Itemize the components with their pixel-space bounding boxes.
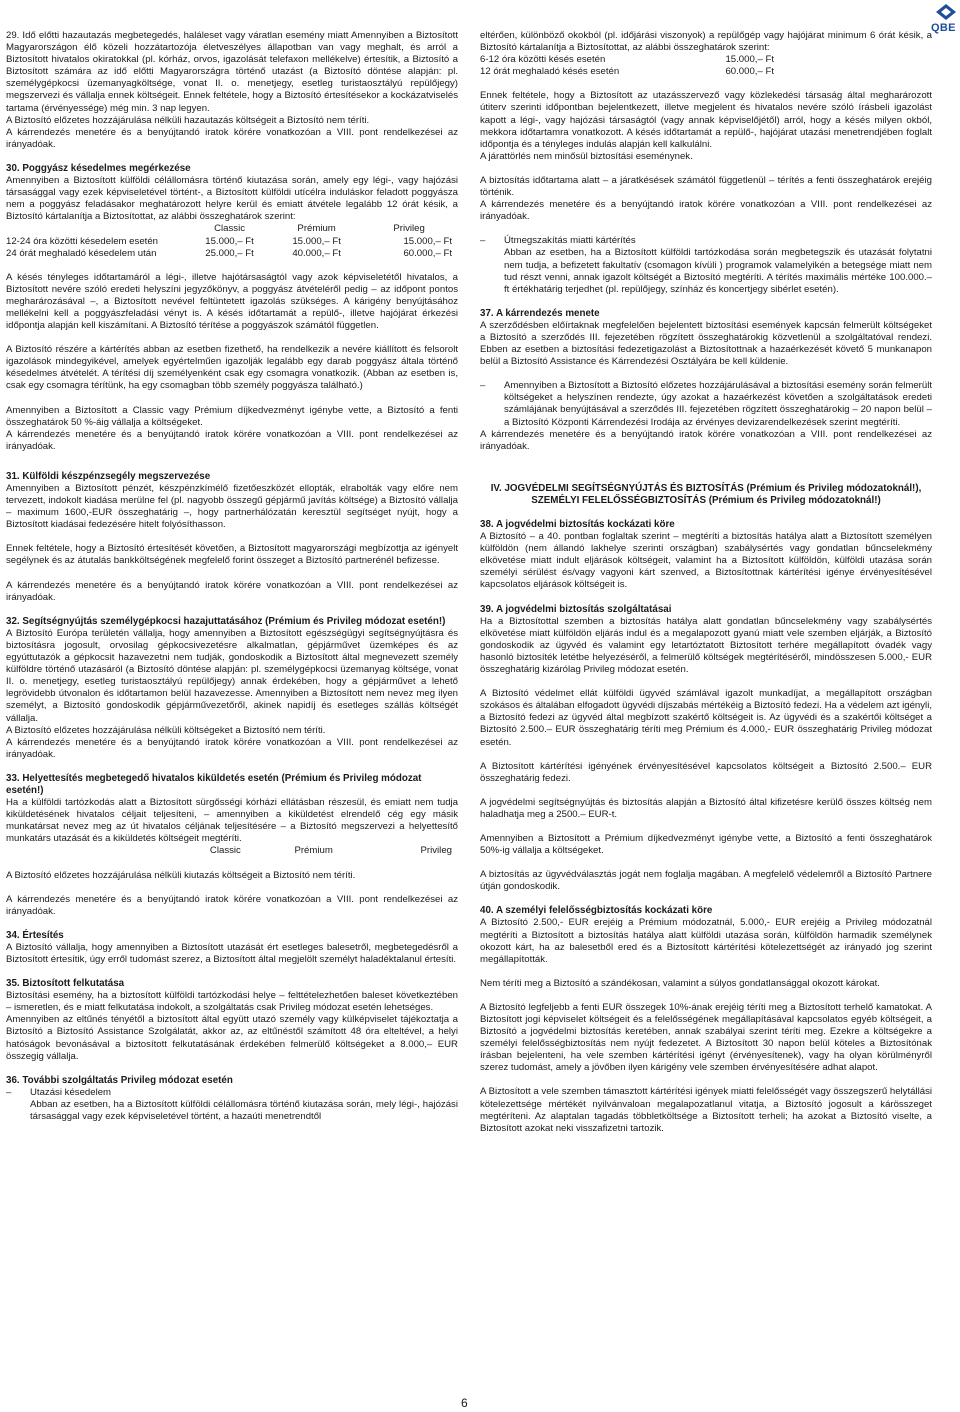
section-30-paragraph: Amennyiben a Biztosított külföldi célállomásra történő kiutazása során, amely egy légi-, vagy hajózási társasággal vagy ezek képviseletével történt-, a Biztosított külföldi utícélra induláskor feladott poggyásza nem a poggyász feladásakor meghatározott helyre kerül és emiatt átvétele legalább 12 órát késik, a Biztosító kártalanítja a Biztosítottat, az alábbi összeghatárok szerint: [6, 175, 458, 223]
section-32-paragraph: A kárrendezés menetére és a benyújtandó iratok körére vonatkozóan a VIII. pont rendelkezései az irányadóak. [6, 736, 458, 760]
list-item-title: Utazási késedelem [30, 1086, 112, 1098]
section-33-paragraph: Ha a külföldi tartózkodás alatt a Biztosított sürgősségi kórházi ellátásban részesül, és emiatt nem tudja kiküldetésének hivatalos céljait teljesíteni, – amennyiben a kiküldetést elrendelő cég egy másik munkatársat nevez meg az út hivatalos céljának teljesítésére – a Biztosító megszervezi a helyettesítő munkatárs utazását és a kiküldetés költségeit megtéríti. [6, 797, 458, 845]
section-37-paragraph: A kárrendezés menetére és a benyújtandó iratok körére vonatkozóan a VIII. pont rendelkezései az irányadóak. [480, 428, 932, 452]
section-35-paragraph: Amennyiben az eltűnés tényétől a biztosított által együtt utazó személy vagy külképviselet tájékoztatja a Biztosító a Biztosító Assistance Szolgálatát, akkor az, az eltűnéstől számított 48 óra elteltével, a helyi hatóságok bevonásával a biztosított felkutatásának érdekében felmerülő költségeket a 8.000,– EUR összegig vállalja. [6, 1014, 458, 1062]
section-35-title: 35. Biztosított felkutatása [6, 978, 125, 990]
continued-paragraph: eltérően, különböző okokból (pl. időjárási viszonyok) a repülőgép vagy hajójárat minimum 6 órát késik, a Biztosító kártalanítja a Biztosítottat, az alábbi összeghatárok szerint: [480, 30, 932, 54]
row-label: 24 órát meghaladó késedelem után [6, 247, 157, 259]
continued-paragraph: A biztosítás időtartama alatt – a járatkésések számától függetlenül – térítés a fenti összeghatárok erejéig történik. [480, 174, 932, 199]
section-31-paragraph: A kárrendezés menetére és a benyújtandó iratok körére vonatkozóan a VIII. pont rendelkezései az irányadóak. [6, 579, 458, 603]
table-row [6, 236, 458, 248]
section-40-paragraph: A Biztosító legfeljebb a fenti EUR összegek 10%-ának erejéig téríti meg a Biztosított terhelő kamatokat. A Biztosított jogi képviselet költségeit és a felelősségének megállapításával kapcsolatos egyéb költségeit, a Biztosító a jogvédelmi biztosítás keretében, annak szabályai szerint téríti meg. Ezekre a költségekre a személyi felelősségbiztosítás nem nyújt fedezetet. A Biztosított 30 napon belül köteles a Biztosítónak írásban bejelenteni, ha vele szemben kártérítési igényt (érvényesítenek), vagy ha olyan körülményről szerez tudomást, amely a jövőben ilyen kárigény vele szemben érvényesítésére adhat alapot. [480, 1001, 932, 1074]
row-label: 12 órát meghaladó késés esetén [480, 66, 620, 78]
table-cell: 15.000,– Ft [725, 54, 774, 66]
column-header: Privileg [420, 845, 452, 857]
list-item-text: Amennyiben a Biztosított a Biztosító előzetes hozzájárulásával a biztosítási esemény során felmerült költségeket a helyszínen rendezte, úgy azokat a hazaérkezést követően a szolgáltatások eredeti számlájának benyújtásával a szerződés III. fejezetében rögzített összeghatárokig – 20 napon belül – a Biztosító Központi Kárrendezési Irodája az érvényes devizarendelkezések szerint megtéríti. [504, 380, 932, 428]
section-30-paragraph: A Biztosító részére a kártérítés abban az esetben fizethető, ha rendelkezik a nevére kiállított és felsorolt igazolások mindegyikével, amelyek egyértelműen igazolják legalább egy darab poggyász általa történő késedelmes átvételét. A térítési díj személyenként csak egy csomagra vonatkozik. (Abban az esetben is, csak egy csomagra térítünk, ha egy csomagban több személy poggyásza található.) [6, 344, 458, 392]
table-cell: 15.000,– Ft [292, 235, 341, 247]
column-header: Classic [209, 845, 241, 857]
section-40-title: 40. A személyi felelősségbiztosítás kockázati köre [480, 905, 713, 917]
section-39-paragraph: A Biztosító védelmet ellát külföldi ügyvéd számlával igazolt munkadíjat, a megállapított országban szokásos és általában elfogadott ügyvédi díjszabás mértékéig a Biztosító fedezi. Ha a védelem azt igényli, a Biztosító fedezi az ügyvéd által megbízott szakértő költségeit is. Az ügyvédi és a szakértői költséget a Biztosító 2.500.– EUR összeghatárig téríti meg Prémium és 4.000,- EUR összeghatárig Privileg módozat esetén. [480, 688, 932, 748]
baggage-delay-table [6, 223, 458, 259]
section-33-paragraph: A kárrendezés menetére és a benyújtandó iratok körére vonatkozóan a VIII. pont rendelkezései az irányadóak. [6, 893, 458, 917]
section-37-paragraph: A szerződésben előírtaknak megfelelően bejelentett biztosítási események kapcsán felmerült költségeket a Biztosító a szerződés III. fejezetében rögzített összeghatárokig közvetlenül a szolgáltatóval rendezi. Ebben az esetben a biztosítási fedezetigazolást a Biztosítottnak a hazaérkezését követő 5 munkanapon belül a Biztosító Assistance és Kárrendezési Osztályára be kell küldenie. [480, 319, 932, 368]
section-30-title: 30. Poggyász késedelmes megérkezése [6, 162, 191, 174]
section-36-paragraph: Abban az esetben, ha a Biztosított külföldi célállomásra történő kiutazása során, mely légi-, hajózási társasággal vagy ezek képviseletével történt, a hazaúti menetrendtől [30, 1098, 458, 1123]
page-number: 6 [461, 1396, 468, 1410]
section-40-paragraph: A Biztosított a vele szemben támasztott kártérítési igények miatti felelősségét vagy összegszerű helytállási kötelezettsége mértékét nyilvánvaloan megalapozatlanul vitatja, a Biztosító jogosult a kárösszeget megtéríteni. Az alaptalan tagadás többletköltsége a Biztosított terheli; ha azokat a Biztosító viselte, a Biztosított azokat neki visszafizetni tartozik. [480, 1086, 932, 1134]
section-39-paragraph: A biztosítás az ügyvédválasztás jogát nem foglalja magában. A megfelelő védelemről a Biztosító Partnere útján gondoskodik. [480, 869, 932, 893]
section-35-paragraph: Biztosítási esemény, ha a biztosított külföldi tartózkodási helye – felttételezhetően baleset következtében – ismeretlen, és e miatt felkutatása indokolt, a szolgáltatás csak Privileg módozat esetén lehetséges. [6, 990, 458, 1014]
section-31-paragraph: Ennek feltétele, hogy a Biztosító értesítését követően, a Biztosított magyarországi megbízottja az igényelt segélynek és az átutalás bankköltségének megfelelő forint összeget a Biztosító partnerénél befizesse. [6, 543, 458, 567]
table-header-row [6, 845, 458, 857]
table-row [480, 54, 780, 66]
section-39-paragraph: Amennyiben a Biztosított a Prémium díjkedvezményt igénybe vette, a Biztosító a fenti összeghatárok 50%-ig vállalja a költségeket. [480, 832, 932, 857]
section-40-paragraph: A Biztosító 2.500,- EUR erejéig a Prémium módozatnál, 5.000,- EUR erejéig a Privileg módozatnál megtéríti a Biztosított a biztosítás hatálya alatt külföldi utazása során, külföldön harmadik személynek okozott kárt, ha az balesetből ered és a Biztosított kártérítési kötelezettségét az irányadó jog szerint megállapították. [480, 917, 932, 965]
table-cell: 25.000,– Ft [205, 247, 254, 259]
section-31-title: 31. Külföldi készpénzsegély megszervezése [6, 470, 211, 482]
column-header: Classic [214, 223, 245, 235]
section-39-title: 39. A jogvédelmi biztosítás szolgáltatásai [480, 603, 672, 615]
list-item: – Útmegszakítás miatti kártérítés [480, 235, 932, 247]
section-29-text: 29. Idő előtti hazautazás megbetegedés, haláleset vagy váratlan esemény miatt Amennyiben a Biztosított Magyarországon élő közeli hozzátartozója életveszélyes állapotban van vagy meghalt, és arról a Biztosított hivatalos okiratokkal (pl. kórház, orvos, igazolását telefaxon mellékelve) értesítik, a Biztosító a Biztosított számára az idő előtti Magyarországra történő utazást (a Biztosító döntése alapján: pl. személygépkocsi üzemanyagköltsége, vonat II. o. menetjegy, esetleg turistaosztályú repülőjegy) megszervezi és vállalja ennek költségeit. Ennek feltétele, hogy a Biztosító értesítésekor a kockázatviselés tartama (érvényessége) még min. 3 nap legyen. [6, 30, 458, 114]
section-39-paragraph: Ha a Biztosítottal szemben a biztosítás hatálya alatt gondatlan bűncselekmény vagy szabálysértés elkövetése miatt külföldön eljárás indul és a megalapozott gyanú miatt vele szemben eljárják, a Biztosító gondoskodik az ügyvéd és valamint egy letartóztatott Biztosított terhére megállapított óvadék vagy hasonló biztosíték letétbe helyezéséről, a felmerülő költségek megtérítéséről, mindösszesen 5.000,- EUR összeghatárig kizárólag Privileg módozat esetén. [480, 615, 932, 676]
section-34-paragraph: A Biztosító vállalja, hogy amennyiben a Biztosított utazását ért esetleges balesetről, megbetegedésről a Biztosított értesítik, úgy erről tudomást szerez, a Biztosított által megjelölt személyt haladéktalanul értesíti. [6, 941, 458, 965]
row-label: 12-24 óra közötti késedelem esetén [6, 235, 158, 247]
section-29 [6, 30, 458, 115]
column-header: Prémium [294, 845, 333, 857]
section-33-title: 33. Helyettesítés megbetegedő hivatalos kiküldetés esetén (Prémium és Privileg módozat esetén!) [6, 772, 422, 796]
continued-paragraph: A kárrendezés menetére és a benyújtandó iratok körére vonatkozóan a VIII. pont rendelkezései az irányadóak. [480, 199, 932, 223]
table-cell: 15.000,– Ft [403, 235, 452, 247]
replacement-table [6, 845, 458, 857]
column-header: Privileg [393, 223, 425, 235]
column-header: Prémium [297, 223, 336, 235]
travel-delay-table [480, 54, 780, 78]
section-39-paragraph: A jogvédelmi segítségnyújtás és biztosítás alapján a Biztosító által kifizetésre kerülő összes költség nem haladhatja meg a 2500.– EUR-t. [480, 796, 932, 820]
section-38-title: 38. A jogvédelmi biztosítás kockázati köre [480, 519, 675, 530]
section-38-paragraph: A Biztosító – a 40. pontban foglaltak szerint – megtéríti a biztosítás hatálya alatt a Biztosított személyen külföldön (nem állandó lakhelye szerinti országban) szabálysértés vagy gondatlan bűncselekmény elkövetése miatt indult eljárások költségeit, valamint ha a Biztosított külföldön, külföldi utazása során személyi sérülést és/vagy vagyoni kárt szenved, a Biztosítottnak kártérítési igénye érvényesítésével kapcsolatos eljárások költségeit is. [480, 531, 932, 591]
list-item: – Utazási késedelem [6, 1087, 458, 1099]
list-item-text: Abban az esetben, ha a Biztosított külföldi tartózkodása során megbetegszik és utazását folytatni nem tudja, a befizetett fakultatív (csomagon kívüli ) programok valamelyikén a betegsége miatt nem tud részt venni, annak igazolt költségét a Biztosító megtéríti. A térítés maximális mértéke 100.000.– ft értékhatárig terjedhet (pl. repülőjegy, színház és koncertjegy sibérlet esetén). [504, 247, 932, 295]
row-label: 6-12 óra közötti késés esetén [480, 54, 606, 66]
table-cell: 60.000,– Ft [403, 247, 452, 259]
table-row [480, 66, 780, 78]
table-row [6, 248, 458, 260]
qbe-emblem-icon [932, 4, 960, 24]
list-item: – Amennyiben a Biztosított a Biztosító előzetes hozzájárulásával a biztosítási esemény során felmerült költségeket a helyszínen rendezte, úgy azokat a hazaérkezést követően a szolgáltatások eredeti számlájának benyújtásával a szerződés III. fejezetében rögzített összeghatárokig – 20 napon belül – a Biztosító Központi Kárrendezési Irodája az érvényes devizarendelkezések szerint megtéríti. [480, 380, 932, 428]
section-32-paragraph: A Biztosító előzetes hozzájárulása nélküli költségeket a Biztosító nem téríti. [6, 724, 326, 736]
section-36-title: 36. További szolgáltatás Privileg módozat esetén [6, 1074, 233, 1086]
left-column [6, 30, 458, 1123]
qbe-logo-text: QBE [931, 22, 956, 34]
table-cell: 15.000,– Ft [205, 235, 254, 247]
right-column [480, 30, 932, 1135]
section-32-title: 32. Segítségnyújtás személygépkocsi hazajuttatásához (Prémium és Privileg módozat esetén!) [6, 615, 446, 627]
section-29-paragraph: A Biztosító előzetes hozzájárulása nélküli hazautazás költségeit a Biztosító nem téríti. [6, 114, 370, 126]
table-cell: 40.000,– Ft [292, 247, 341, 259]
section-37-title: 37. A kárrendezés menete [480, 307, 600, 319]
section-30-paragraph: A kárrendezés menetére és a benyújtandó iratok körére vonatkozóan a VIII. pont rendelkezései az irányadóak. [6, 428, 458, 452]
list-item-title: Útmegszakítás miatti kártérítés [504, 235, 636, 247]
section-33-paragraph: A Biztosító előzetes hozzájárulása nélküli kiutazás költségeit a Biztosító nem téríti. [6, 869, 356, 881]
table-header-row [6, 223, 458, 235]
chapter-heading: IV. JOGVÉDELMI SEGÍTSÉGNYÚJTÁS ÉS BIZTOSÍTÁS (Prémium és Privileg módozatoknál!), [490, 482, 922, 494]
section-29-paragraph: A kárrendezés menetére és a benyújtandó iratok körére vonatkozóan a VIII. pont rendelkezései az irányadóak. [6, 126, 458, 150]
table-cell: 60.000,– Ft [725, 66, 774, 78]
section-40-paragraph: Nem téríti meg a Biztosító a szándékosan, valamint a súlyos gondatlansággal okozott károkat. [480, 977, 880, 989]
section-31-paragraph: Amennyiben a Biztosított pénzét, készpénzkímélő fizetőeszközét ellopták, elrabolták vagy előre nem tervezett, indokolt kiadása merülne fel (pl. nagyobb összegű gépjármű javítás költsége) a Biztosító vállalja – maximum 1600,-EUR összeghatárig –, hogy partnerhálózatán keresztül segítséget nyújt, hogy a Biztosított kiadásai fedezésére hitelt folyósíthasson. [6, 483, 458, 531]
section-34-title: 34. Értesítés [6, 929, 64, 941]
chapter-heading: SZEMÉLYI FELELŐSSÉGBIZTOSÍTÁS (Prémium és Privileg módozatoknál!) [531, 494, 881, 506]
section-32-paragraph: A Biztosító Európa területén vállalja, hogy amennyiben a Biztosított egészségügyi segítségnyújtásra és biztosításra jogosult, orvosilag gépkocsivezetésre alkalmatlan, gépjárművet üzemképes és az egyúttutazók a gépkocsit hazavezetni nem tudják, gondoskodik a Biztosított által megnevezett személy külföldre történő utazásáról (a Biztosító döntése alapján: pl. személygépkocsi üzemanyag költsége, vonat II. o. menetjegy, esetleg turistaosztályú repülőjegy) annak érdekében, hogy a gépjárművet a lehető legrövidebb útvonalon és időtartamon belül hazavezesse. Amennyiben a Biztosított nem nevez meg ilyen személyt, a Biztosító gondoskodik gépjárművezetőről, akinek napidíj és esetleges szállás költségét vállalja. [6, 627, 458, 724]
continued-paragraph: Ennek feltétele, hogy a Biztosított az utazásszervező vagy közlekedési társaság által megharározott útiterv szerinti időpontban bejelentkezett, illetve megjelent és hivatalos nevére szóló írásbeli igazolást kapott a légi-, vagy hajózási társaságtól (vagy annak képviselőjétől) arról, hogy a késés milyen okból, mekkora időtartamra vonatkozott. A késés időtartamát a repülő-, hajójárat utazási menetrendjében foglalt időpontja és a tényleges indulás alapján kell kalkulálni. [480, 90, 932, 150]
section-39-paragraph: A Biztosított kártérítési igényének érvényesítésével kapcsolatos költségeit a Biztosító 2.500.– EUR összeghatárig fedezi. [480, 760, 932, 784]
section-30-paragraph: A késés tényleges időtartamáról a légi-, illetve hajótársaságtól vagy azok képviseletétől hivatalos, a Biztosított nevére szóló eredeti helyszíni jegyzőkönyv, a poggyász átvételéről pedig – az időpont pontos megharározásával –, a Biztosított nevével feltüntetett igazolás szükséges. A kárigény benyújtásához mellékelni kell a poggyászfeladási vényt is. A késés időtartamát a repülő-, illetve hajójárat érkezési időpontja alapján kell kiszámítani. A Biztosító térítése a poggyászok számától független. [6, 271, 458, 332]
continued-paragraph: A járattörlés nem minősül biztosítási eseménynek. [480, 150, 693, 162]
section-30-paragraph: Amennyiben a Biztosított a Classic vagy Prémium díjkedvezményt igénybe vette, a Biztosító a fenti összeghatárok 50 %-áig vállalja a költségeket. [6, 404, 458, 428]
